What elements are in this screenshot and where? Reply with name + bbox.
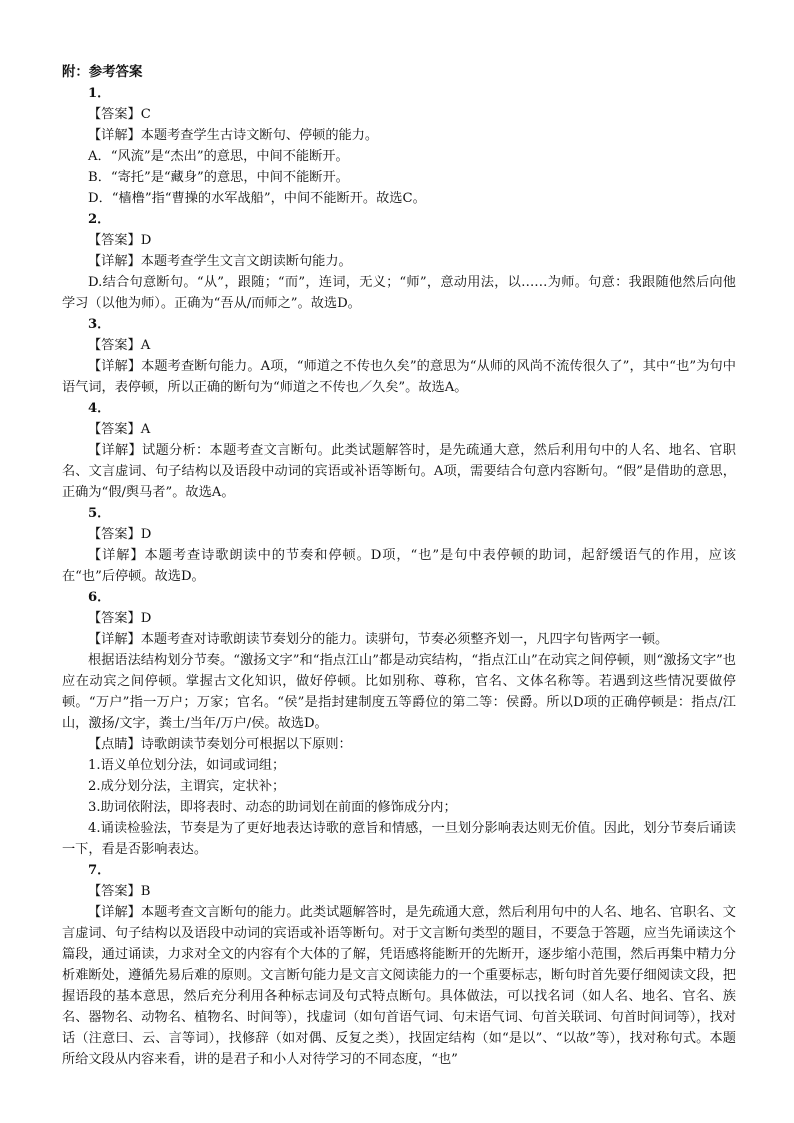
- rule-item: 1.语义单位划分法，如词或词组；: [88, 758, 286, 773]
- question-6: [62, 587, 736, 860]
- detail-text: 【详解】本题考查对诗歌朗读节奏划分的能力。读骈句，节奏必须整齐划一，凡四字句皆两字一顿。: [88, 632, 669, 647]
- question-3: [62, 314, 736, 398]
- answer-label: 【答案】A: [88, 338, 151, 353]
- rule-item: 4.诵读检验法，节奏是为了更好地表达诗歌的意旨和情感，一旦划分影响表达则无价值。因此，划分节奏后诵读一下，看是否影响表达。: [62, 821, 736, 857]
- answer-label: 【答案】D: [88, 611, 152, 626]
- answer-document: [62, 62, 736, 1070]
- detail-paragraph: 【详解】本题考查诗歌朗读中的节奏和停顿。D项，“也”是句中表停顿的助词，起舒缓语气的作用，应该在“也”后停顿。故选D。: [62, 548, 736, 584]
- rule-item: 3.助词依附法，即将表时、动态的助词划在前面的修饰成分内；: [88, 800, 457, 815]
- question-number: 1．: [88, 86, 111, 101]
- answer-label: 【答案】D: [88, 233, 152, 248]
- option-d-text: D．“樯橹”指“曹操的水军战船”，中间不能断开。故选C。: [88, 191, 426, 206]
- question-2: [62, 209, 736, 314]
- question-7: [62, 860, 736, 1070]
- explanation-paragraph: 根据语法结构划分节奏。“激扬文字”和“指点江山”都是动宾结构，“指点江山”在动宾之间停顿，则“激扬文字”也应在动宾之间停顿。掌握古文化知识，做好停顿。比如别称、尊称，官名、文体名称等。若遇到这些情况要做停顿。“万户”指一万户；万家；官名。“侯”是指封建制度五等爵位的第二等：侯爵。所以D项的正确停顿是：指点/江山，激扬/文字，粪土/当年/万户/侯。故选D。: [62, 653, 736, 731]
- rule-item: 2.成分划分法，主谓宾，定状补；: [88, 779, 286, 794]
- question-number: 7．: [88, 863, 111, 878]
- option-b-text: B．“寄托”是“藏身”的意思，中间不能断开。: [88, 170, 349, 185]
- answer-label: 【答案】C: [88, 107, 151, 122]
- question-5: [62, 503, 736, 587]
- page-title: 附：参考答案: [62, 65, 143, 80]
- answer-label: 【答案】A: [88, 422, 151, 437]
- detail-text: 【详解】本题考查学生古诗文断句、停顿的能力。: [88, 128, 379, 143]
- detail-text: 【详解】本题考查学生文言文朗读断句能力。: [88, 254, 352, 269]
- question-number: 6．: [88, 590, 111, 605]
- answer-label: 【答案】B: [88, 884, 151, 899]
- explanation-paragraph: D.结合句意断句。“从”，跟随；“而”，连词，无义；“师”，意动用法，以……为师。句意：我跟随他然后向他学习（以他为师）。正确为“吾从/而师之”。故选D。: [62, 275, 736, 311]
- question-number: 3．: [88, 317, 111, 332]
- question-1: [62, 83, 736, 209]
- question-number: 5．: [88, 506, 111, 521]
- answer-label: 【答案】D: [88, 527, 152, 542]
- detail-paragraph: 【详解】试题分析：本题考查文言断句。此类试题解答时，是先疏通大意，然后利用句中的人名、地名、官职名、文言虚词、句子结构以及语段中动词的宾语或补语等断句。A项，需要结合句意内容断句。“假”是借助的意思，正确为“假/舆马者”。故选A。: [62, 443, 736, 500]
- detail-paragraph: 【详解】本题考查断句能力。A项，“师道之不传也久矣”的意思为“从师的风尚不流传很久了”，其中“也”为句中语气词，表停顿，所以正确的断句为“师道之不传也／久矣”。故选A。: [62, 359, 736, 395]
- detail-paragraph: 【详解】本题考查文言断句的能力。此类试题解答时，是先疏通大意，然后利用句中的人名、地名、官职名、文言虚词、句子结构以及语段中动词的宾语或补语等断句。对于文言断句类型的题目，不要急于答题，应当先诵读这个篇段，通过诵读，力求对全文的内容有个大体的了解，凭语感将能断开的先断开，逐步缩小范围，然后再集中精力分析难断处，遵循先易后难的原则。文言断句能力是文言文阅读能力的一个重要标志，断句时首先要仔细阅读文段，把握语段的基本意思，然后充分利用各种标志词及句式特点断句。具体做法，可以找名词（如人名、地名、官名、族名、器物名、动物名、植物名、时间等），找虚词（如句首语气词、句末语气词、句首关联词、句首时间词等），找对话（注意曰、云、言等词），找修辞（如对偶、反复之类），找固定结构（如“是以”、“以故”等），找对称句式。本题所给文段从内容来看，讲的是君子和小人对待学习的不同态度，“也”: [62, 905, 736, 1067]
- question-number: 2．: [88, 212, 111, 227]
- question-number: 4．: [88, 401, 111, 416]
- tip-label: 【点睛】诗歌朗读节奏划分可根据以下原则：: [88, 737, 352, 752]
- question-4: [62, 398, 736, 503]
- option-a-text: A．“风流”是“杰出”的意思，中间不能断开。: [88, 149, 349, 164]
